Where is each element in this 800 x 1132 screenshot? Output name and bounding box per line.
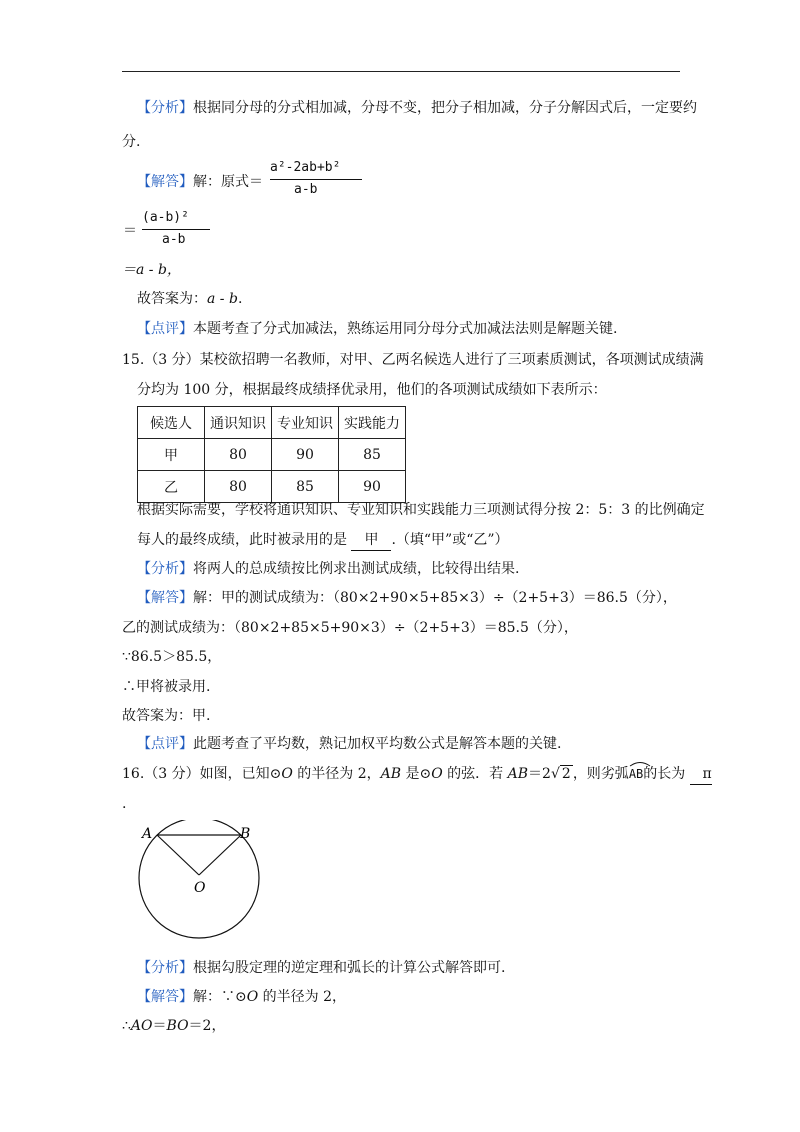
table-cell: 90 — [339, 471, 406, 503]
arc-label: AB — [629, 764, 643, 784]
table-header-cell: 候选人 — [138, 407, 205, 439]
table-cell: 乙 — [138, 471, 205, 503]
answer-blank: π — [690, 764, 712, 785]
q15-answer-line-3: ∵86.5＞85.5， — [122, 649, 222, 665]
table-header-cell: 专业知识 — [272, 407, 339, 439]
q16-answer-line-2: ∴AO＝BO＝2， — [122, 1018, 226, 1034]
fraction-2-bar — [142, 229, 210, 230]
table-cell: 甲 — [138, 439, 205, 471]
q15-after-line-1: 根据实际需要，学校将通识知识、专业知识和实践能力三项测试得分按 2：5：3 的比例确定 — [137, 502, 705, 518]
analysis-tag: 【分析】 — [137, 561, 193, 577]
fraction-1-denominator: a-b — [294, 182, 318, 197]
answer-tag: 【解答】 — [137, 174, 193, 190]
q16-period: . — [122, 796, 127, 812]
question-number: 16. — [122, 766, 145, 782]
q14-conclusion: 故答案为：a - b. — [137, 291, 243, 307]
q16-answer-line-1: 【解答】解：∵⊙O 的半径为 2， — [137, 989, 347, 1005]
answer-tag: 【解答】 — [137, 989, 193, 1005]
q15-analysis: 【分析】将两人的总成绩按比例求出测试成绩，比较得出结果. — [137, 561, 520, 577]
table-cell: 85 — [339, 439, 406, 471]
analysis-tag: 【分析】 — [137, 100, 193, 116]
q14-analysis-line-2: 分. — [122, 134, 141, 150]
q15-answer-line-4: ∴甲将被录用. — [122, 679, 211, 695]
table-cell: 80 — [205, 471, 272, 503]
q14-eq-sign: ＝ — [123, 223, 137, 239]
analysis-tag: 【分析】 — [137, 960, 193, 976]
answer-blank: 甲 — [351, 530, 391, 551]
label-b: B — [240, 826, 251, 842]
radius-bo — [199, 835, 241, 875]
label-o: O — [194, 880, 206, 896]
fraction-1 — [270, 160, 370, 204]
q15-answer-line-5: 故答案为：甲. — [122, 708, 211, 724]
fraction-2 — [142, 210, 222, 254]
question-number: 15. — [122, 352, 145, 368]
table-row — [138, 471, 406, 503]
fraction-2-denominator: a-b — [162, 232, 186, 247]
analysis-text: 根据同分母的分式相加减，分母不变，把分子相加减，分子分解因式后，一定要约 — [193, 100, 697, 116]
q16-stem: 16.（3 分）如图，已知⊙O 的半径为 2，AB 是⊙O 的弦．若 AB＝2√ 2 ，则劣弧 AB的长为 π — [122, 764, 712, 785]
table-header-row — [138, 407, 406, 439]
q14-answer-lead: 【解答】解：原式＝ — [137, 174, 263, 190]
q14-comment: 【点评】本题考查了分式加减法，熟练运用同分母分式加减法法则是解题关键. — [137, 321, 618, 337]
sqrt: √ 2 — [550, 766, 571, 782]
fraction-1-bar — [270, 179, 362, 180]
q16-analysis: 【分析】根据勾股定理的逆定理和弧长的计算公式解答即可. — [137, 960, 506, 976]
comment-tag: 【点评】 — [137, 321, 193, 337]
q15-after-line-2: 每人的最终成绩，此时被录用的是 甲 .（填“甲”或“乙”） — [137, 530, 509, 551]
header-rule — [122, 71, 680, 72]
q15-stem-line-2: 分均为 100 分，根据最终成绩择优录用，他们的各项测试成绩如下表所示： — [137, 382, 607, 398]
q15-stem-line-1: 15.（3 分）某校欲招聘一名教师，对甲、乙两名候选人进行了三项素质测试，各项测试成绩满 — [122, 352, 704, 368]
q15-answer-line-1: 【解答】解：甲的测试成绩为：（80×2+90×5+85×3）÷（2+5+3）＝86.5（分）， — [137, 590, 677, 606]
table-header-cell: 通识知识 — [205, 407, 272, 439]
answer-tag: 【解答】 — [137, 590, 193, 606]
q15-comment: 【点评】此题考查了平均数，熟记加权平均数公式是解答本题的关键. — [137, 736, 562, 752]
q15-answer-line-2: 乙的测试成绩为：（80×2+85×5+90×3）÷（2+5+3）＝85.5（分）， — [122, 620, 578, 636]
q14-step-3: ＝a - b， — [122, 262, 181, 278]
arc-mark — [629, 761, 651, 767]
comment-tag: 【点评】 — [137, 736, 193, 752]
table-row — [138, 439, 406, 471]
sqrt-radicand: 2 — [561, 766, 571, 782]
table-cell: 85 — [272, 471, 339, 503]
circle-figure — [130, 820, 280, 940]
radius-ao — [157, 835, 199, 875]
label-a: A — [142, 826, 153, 842]
fraction-1-numerator: a²-2ab+b² — [270, 160, 341, 175]
table-cell: 80 — [205, 439, 272, 471]
table-header-cell: 实践能力 — [339, 407, 406, 439]
q14-analysis-line-1 — [137, 98, 697, 118]
table-cell: 90 — [272, 439, 339, 471]
fraction-2-numerator: (a-b)² — [142, 210, 189, 225]
score-table — [137, 406, 406, 503]
